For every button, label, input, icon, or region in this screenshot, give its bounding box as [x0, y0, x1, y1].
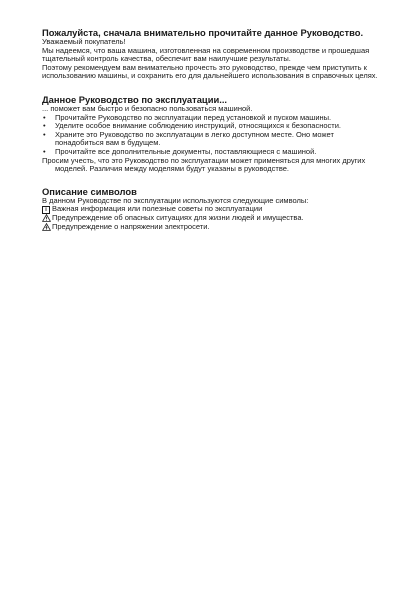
- bullet-text: Прочитайте Руководство по эксплуатации перед установкой и пуском машины.: [55, 112, 332, 122]
- guide-note: Просим учесть, что это Руководство по эксплуатации может применяться для многих других моделей. Различия между моделями будут указаны в руководстве.: [42, 155, 366, 174]
- symbol-text-info: Важная информация или полезные советы по эксплуатации: [52, 204, 263, 214]
- intro-paragraph-1: Мы надеемся, что ваша машина, изготовленная на современном производстве и прошедшая тщательный контроль качества, обеспечит вам наилучшие результаты.: [42, 45, 370, 64]
- symbols-lead: В данном Руководстве по эксплуатации используются следующие символы:: [42, 195, 309, 205]
- guide-lead: ... поможет вам быстро и безопасно пользоваться машиной.: [42, 103, 253, 113]
- electric-warning-icon: [42, 223, 51, 231]
- symbols-heading: Описание символов: [42, 185, 137, 197]
- guide-heading: Данное Руководство по эксплуатации...: [42, 93, 228, 105]
- symbol-text-electric: Предупреждение о напряжении электросети.: [52, 221, 210, 231]
- symbols-section: [42, 186, 378, 231]
- manual-content: [42, 27, 378, 231]
- guide-section: [42, 94, 378, 174]
- symbol-text-warning: Предупреждение об опасных ситуациях для жизни людей и имущества.: [52, 212, 304, 222]
- bullet-icon: •: [43, 129, 46, 139]
- intro-paragraph-2: Поэтому рекомендуем вам внимательно прочесть это руководство, прежде чем приступить к использованию машины, и сохранить его для дальнейшего использования в справочных целях.: [42, 62, 378, 81]
- bullet-icon: •: [43, 121, 46, 131]
- warning-triangle-icon: [42, 214, 51, 222]
- bullet-text: Уделите особое внимание соблюдению инструкций, относящихся к безопасности.: [55, 121, 341, 131]
- bullet-icon: •: [43, 146, 46, 156]
- bullet-text: Храните это Руководство по эксплуатации в легко доступном месте. Оно может понадобиться вам в будущем.: [55, 129, 334, 148]
- symbol-item-electric: [42, 223, 378, 232]
- bullet-text: Прочитайте все дополнительные документы, поставляющиеся с машиной.: [55, 146, 317, 156]
- bullet-item: [42, 131, 378, 148]
- bullet-item: [42, 148, 378, 157]
- bullet-icon: •: [43, 112, 46, 122]
- info-box-icon: i: [42, 206, 50, 214]
- greeting: Уважаемый покупатель!: [42, 37, 126, 46]
- intro-heading: Пожалуйста, сначала внимательно прочитайте данное Руководство.: [42, 27, 364, 38]
